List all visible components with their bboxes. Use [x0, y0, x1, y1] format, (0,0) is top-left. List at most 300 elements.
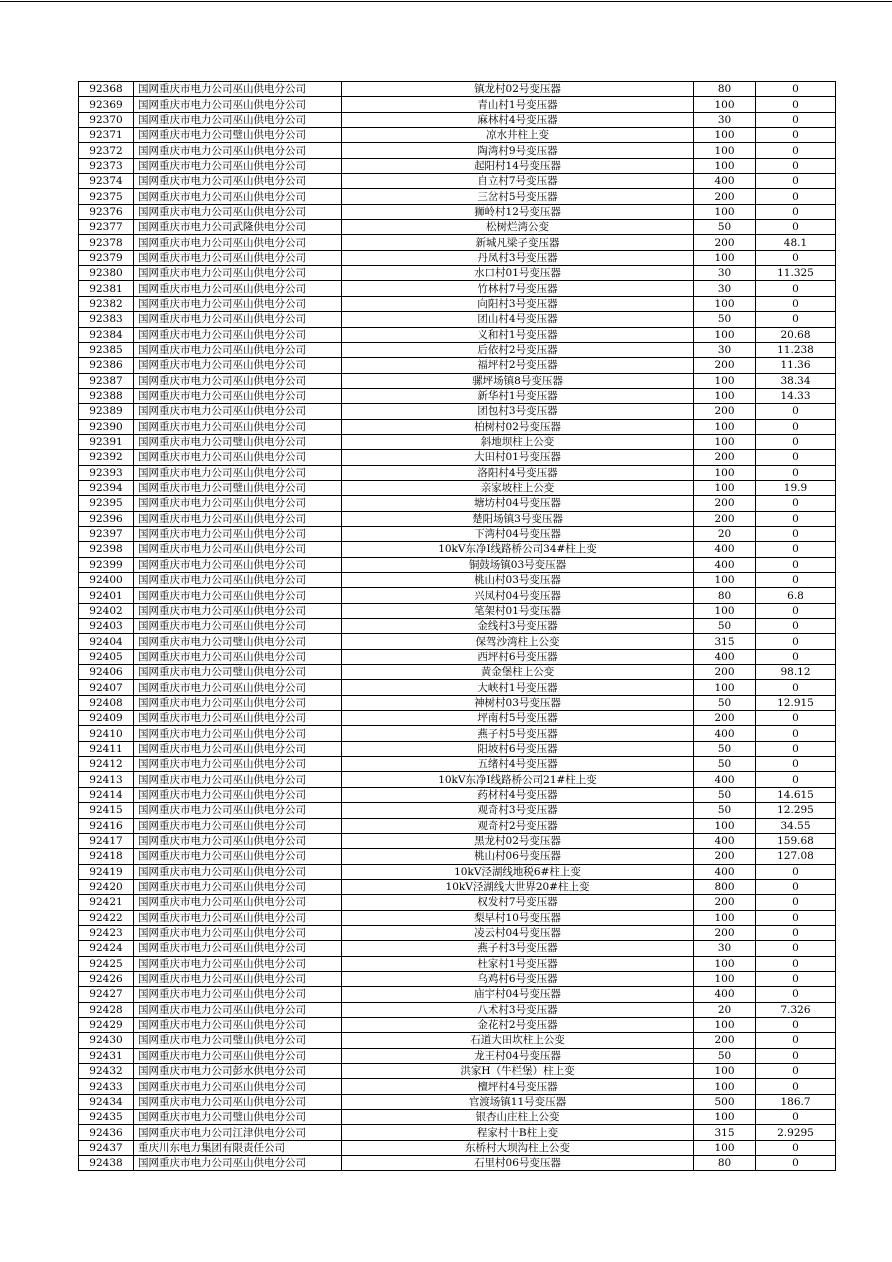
value-cell: 0: [756, 158, 836, 173]
row-id-cell: 92404: [79, 634, 134, 649]
capacity-cell: 315: [694, 634, 756, 649]
company-cell: 国网重庆市电力公司巫山供电分公司: [134, 388, 342, 403]
row-id-cell: 92415: [79, 803, 134, 818]
transformer-name-cell: 陶湾村9号变压器: [342, 143, 694, 158]
table-row: [79, 879, 836, 894]
transformer-name-cell: 后依村2号变压器: [342, 342, 694, 357]
company-cell: 国网重庆市电力公司巫山供电分公司: [134, 741, 342, 756]
row-id-cell: 92425: [79, 956, 134, 971]
value-cell: 0: [756, 250, 836, 265]
transformer-name-cell: 新华村1号变压器: [342, 388, 694, 403]
table-row: [79, 726, 836, 741]
company-cell: 国网重庆市电力公司巫山供电分公司: [134, 97, 342, 112]
company-cell: 国网重庆市电力公司巫山供电分公司: [134, 803, 342, 818]
table-row: [79, 895, 836, 910]
table-row: [79, 573, 836, 588]
company-cell: 国网重庆市电力公司巫山供电分公司: [134, 833, 342, 848]
row-id-cell: 92408: [79, 695, 134, 710]
capacity-cell: 20: [694, 526, 756, 541]
table-row: [79, 97, 836, 112]
transformer-name-cell: 保驾沙湾柱上公变: [342, 634, 694, 649]
value-cell: 0: [756, 1048, 836, 1063]
company-cell: 国网重庆市电力公司巫山供电分公司: [134, 174, 342, 189]
capacity-cell: 100: [694, 1140, 756, 1155]
row-id-cell: 92376: [79, 204, 134, 219]
value-cell: 0: [756, 864, 836, 879]
company-cell: 国网重庆市电力公司巫山供电分公司: [134, 757, 342, 772]
company-cell: 国网重庆市电力公司巫山供电分公司: [134, 649, 342, 664]
row-id-cell: 92414: [79, 787, 134, 802]
transformer-name-cell: 燕子村3号变压器: [342, 941, 694, 956]
value-cell: 0: [756, 419, 836, 434]
value-cell: 0: [756, 404, 836, 419]
value-cell: 0: [756, 465, 836, 480]
value-cell: 0: [756, 542, 836, 557]
row-id-cell: 92375: [79, 189, 134, 204]
transformer-name-cell: 竹林村7号变压器: [342, 281, 694, 296]
capacity-cell: 100: [694, 971, 756, 986]
value-cell: 0: [756, 1156, 836, 1171]
company-cell: 国网重庆市电力公司巫山供电分公司: [134, 143, 342, 158]
company-cell: 国网重庆市电力公司璧山供电分公司: [134, 480, 342, 495]
table-row: [79, 711, 836, 726]
company-cell: 重庆川东电力集团有限责任公司: [134, 1140, 342, 1155]
value-cell: 0: [756, 557, 836, 572]
company-cell: 国网重庆市电力公司巫山供电分公司: [134, 450, 342, 465]
table-row: [79, 772, 836, 787]
row-id-cell: 92379: [79, 250, 134, 265]
capacity-cell: 50: [694, 803, 756, 818]
table-row: [79, 404, 836, 419]
value-cell: 0: [756, 941, 836, 956]
transformer-name-cell: 兴凤村04号变压器: [342, 588, 694, 603]
company-cell: 国网重庆市电力公司巫山供电分公司: [134, 1156, 342, 1171]
capacity-cell: 200: [694, 665, 756, 680]
capacity-cell: 100: [694, 373, 756, 388]
row-id-cell: 92399: [79, 557, 134, 572]
row-id-cell: 92383: [79, 312, 134, 327]
transformer-name-cell: 神树村03号变压器: [342, 695, 694, 710]
value-cell: 0: [756, 711, 836, 726]
transformer-name-cell: 自立村7号变压器: [342, 174, 694, 189]
transformer-name-cell: 梨早村10号变压器: [342, 910, 694, 925]
row-id-cell: 92412: [79, 757, 134, 772]
row-id-cell: 92384: [79, 327, 134, 342]
transformer-name-cell: 观奇村2号变压器: [342, 818, 694, 833]
table-row: [79, 557, 836, 572]
transformer-name-cell: 东桥村大坝沟柱上公变: [342, 1140, 694, 1155]
transformer-name-cell: 三岔村5号变压器: [342, 189, 694, 204]
table-row: [79, 220, 836, 235]
value-cell: 0: [756, 757, 836, 772]
company-cell: 国网重庆市电力公司巫山供电分公司: [134, 895, 342, 910]
row-id-cell: 92390: [79, 419, 134, 434]
table-row: [79, 1140, 836, 1155]
row-id-cell: 92402: [79, 603, 134, 618]
value-cell: 0: [756, 128, 836, 143]
company-cell: 国网重庆市电力公司巫山供电分公司: [134, 956, 342, 971]
row-id-cell: 92437: [79, 1140, 134, 1155]
company-cell: 国网重庆市电力公司巫山供电分公司: [134, 1079, 342, 1094]
transformer-name-cell: 10kV泾湖线地税6#柱上变: [342, 864, 694, 879]
company-cell: 国网重庆市电力公司璧山供电分公司: [134, 1033, 342, 1048]
transformer-name-cell: 下湾村04号变压器: [342, 526, 694, 541]
table-row: [79, 1033, 836, 1048]
table-row: [79, 158, 836, 173]
value-cell: 12.295: [756, 803, 836, 818]
transformer-name-cell: 龙王村04号变压器: [342, 1048, 694, 1063]
value-cell: 11.238: [756, 342, 836, 357]
value-cell: 0: [756, 649, 836, 664]
value-cell: 0: [756, 680, 836, 695]
capacity-cell: 100: [694, 1064, 756, 1079]
company-cell: 国网重庆市电力公司巫山供电分公司: [134, 772, 342, 787]
table-row: [79, 450, 836, 465]
capacity-cell: 100: [694, 480, 756, 495]
transformer-name-cell: 狮岭村12号变压器: [342, 204, 694, 219]
company-cell: 国网重庆市电力公司江津供电分公司: [134, 1125, 342, 1140]
table-row: [79, 849, 836, 864]
company-cell: 国网重庆市电力公司巫山供电分公司: [134, 82, 342, 97]
capacity-cell: 200: [694, 450, 756, 465]
value-cell: 0: [756, 925, 836, 940]
transformer-name-cell: 大峡村1号变压器: [342, 680, 694, 695]
row-id-cell: 92374: [79, 174, 134, 189]
transformer-name-cell: 团包村3号变压器: [342, 404, 694, 419]
capacity-cell: 100: [694, 910, 756, 925]
row-id-cell: 92423: [79, 925, 134, 940]
company-cell: 国网重庆市电力公司璧山供电分公司: [134, 128, 342, 143]
table-row: [79, 695, 836, 710]
company-cell: 国网重庆市电力公司巫山供电分公司: [134, 971, 342, 986]
table-row: [79, 128, 836, 143]
table-row: [79, 818, 836, 833]
capacity-cell: 200: [694, 358, 756, 373]
value-cell: 0: [756, 634, 836, 649]
capacity-cell: 400: [694, 833, 756, 848]
company-cell: 国网重庆市电力公司巫山供电分公司: [134, 235, 342, 250]
transformer-name-cell: 药材村4号变压器: [342, 787, 694, 802]
value-cell: 0: [756, 956, 836, 971]
row-id-cell: 92400: [79, 573, 134, 588]
transformer-name-cell: 观奇村3号变压器: [342, 803, 694, 818]
company-cell: 国网重庆市电力公司巫山供电分公司: [134, 680, 342, 695]
table-row: [79, 680, 836, 695]
company-cell: 国网重庆市电力公司巫山供电分公司: [134, 327, 342, 342]
capacity-cell: 400: [694, 987, 756, 1002]
capacity-cell: 30: [694, 112, 756, 127]
table-row: [79, 542, 836, 557]
transformer-name-cell: 银杏山庄柱上公变: [342, 1110, 694, 1125]
row-id-cell: 92422: [79, 910, 134, 925]
capacity-cell: 100: [694, 956, 756, 971]
capacity-cell: 100: [694, 603, 756, 618]
value-cell: 0: [756, 1033, 836, 1048]
row-id-cell: 92406: [79, 665, 134, 680]
row-id-cell: 92381: [79, 281, 134, 296]
table-row: [79, 434, 836, 449]
capacity-cell: 315: [694, 1125, 756, 1140]
value-cell: 0: [756, 434, 836, 449]
value-cell: 0: [756, 987, 836, 1002]
capacity-cell: 400: [694, 174, 756, 189]
row-id-cell: 92431: [79, 1048, 134, 1063]
table-body: [79, 82, 836, 1171]
row-id-cell: 92401: [79, 588, 134, 603]
table-row: [79, 189, 836, 204]
row-id-cell: 92372: [79, 143, 134, 158]
transformer-name-cell: 黄金堡柱上公变: [342, 665, 694, 680]
capacity-cell: 100: [694, 419, 756, 434]
company-cell: 国网重庆市电力公司巫山供电分公司: [134, 1002, 342, 1017]
row-id-cell: 92428: [79, 1002, 134, 1017]
table-row: [79, 204, 836, 219]
transformer-name-cell: 石里村06号变压器: [342, 1156, 694, 1171]
value-cell: 0: [756, 895, 836, 910]
table-row: [79, 649, 836, 664]
value-cell: 6.8: [756, 588, 836, 603]
row-id-cell: 92370: [79, 112, 134, 127]
transformer-name-cell: 笔架村01号变压器: [342, 603, 694, 618]
table-row: [79, 619, 836, 634]
value-cell: 19.9: [756, 480, 836, 495]
table-row: [79, 327, 836, 342]
row-id-cell: 92409: [79, 711, 134, 726]
value-cell: 0: [756, 312, 836, 327]
table-row: [79, 864, 836, 879]
table-row: [79, 1094, 836, 1109]
transformer-name-cell: 坪南村5号变压器: [342, 711, 694, 726]
table-row: [79, 603, 836, 618]
company-cell: 国网重庆市电力公司巫山供电分公司: [134, 557, 342, 572]
row-id-cell: 92391: [79, 434, 134, 449]
company-cell: 国网重庆市电力公司巫山供电分公司: [134, 189, 342, 204]
company-cell: 国网重庆市电力公司武隆供电分公司: [134, 220, 342, 235]
transformer-name-cell: 镇龙村02号变压器: [342, 82, 694, 97]
value-cell: 38.34: [756, 373, 836, 388]
capacity-cell: 100: [694, 434, 756, 449]
row-id-cell: 92387: [79, 373, 134, 388]
value-cell: 12.915: [756, 695, 836, 710]
transformer-name-cell: 庙宇村04号变压器: [342, 987, 694, 1002]
value-cell: 98.12: [756, 665, 836, 680]
company-cell: 国网重庆市电力公司巫山供电分公司: [134, 526, 342, 541]
transformer-name-cell: 洪家H（牛栏堡）柱上变: [342, 1064, 694, 1079]
row-id-cell: 92388: [79, 388, 134, 403]
company-cell: 国网重庆市电力公司巫山供电分公司: [134, 711, 342, 726]
table-row: [79, 266, 836, 281]
row-id-cell: 92393: [79, 465, 134, 480]
capacity-cell: 400: [694, 772, 756, 787]
company-cell: 国网重庆市电力公司巫山供电分公司: [134, 849, 342, 864]
capacity-cell: 100: [694, 204, 756, 219]
company-cell: 国网重庆市电力公司巫山供电分公司: [134, 573, 342, 588]
capacity-cell: 50: [694, 757, 756, 772]
transformer-name-cell: 杜家村1号变压器: [342, 956, 694, 971]
transformer-name-cell: 八术村3号变压器: [342, 1002, 694, 1017]
transformer-name-cell: 官渡场镇11号变压器: [342, 1094, 694, 1109]
value-cell: 127.08: [756, 849, 836, 864]
row-id-cell: 92386: [79, 358, 134, 373]
transformer-name-cell: 义和村1号变压器: [342, 327, 694, 342]
transformer-name-cell: 乌鸡村6号变压器: [342, 971, 694, 986]
company-cell: 国网重庆市电力公司巫山供电分公司: [134, 1048, 342, 1063]
company-cell: 国网重庆市电力公司巫山供电分公司: [134, 312, 342, 327]
company-cell: 国网重庆市电力公司巫山供电分公司: [134, 787, 342, 802]
capacity-cell: 100: [694, 296, 756, 311]
company-cell: 国网重庆市电力公司璧山供电分公司: [134, 434, 342, 449]
transformer-name-cell: 起阳村14号变压器: [342, 158, 694, 173]
value-cell: 2.9295: [756, 1125, 836, 1140]
capacity-cell: 100: [694, 465, 756, 480]
transformer-name-cell: 丹凤村3号变压器: [342, 250, 694, 265]
row-id-cell: 92410: [79, 726, 134, 741]
transformer-name-cell: 金花村2号变压器: [342, 1017, 694, 1032]
capacity-cell: 200: [694, 895, 756, 910]
row-id-cell: 92413: [79, 772, 134, 787]
table-row: [79, 956, 836, 971]
table-row: [79, 1002, 836, 1017]
value-cell: 0: [756, 573, 836, 588]
capacity-cell: 200: [694, 496, 756, 511]
capacity-cell: 400: [694, 542, 756, 557]
value-cell: 0: [756, 204, 836, 219]
value-cell: 0: [756, 1017, 836, 1032]
capacity-cell: 50: [694, 741, 756, 756]
value-cell: 0: [756, 879, 836, 894]
table-row: [79, 925, 836, 940]
transformer-name-cell: 亲家坡柱上公变: [342, 480, 694, 495]
transformer-name-cell: 楚阳场镇3号变压器: [342, 511, 694, 526]
value-cell: 7.326: [756, 1002, 836, 1017]
company-cell: 国网重庆市电力公司巫山供电分公司: [134, 542, 342, 557]
row-id-cell: 92420: [79, 879, 134, 894]
capacity-cell: 200: [694, 189, 756, 204]
value-cell: 11.36: [756, 358, 836, 373]
value-cell: 34.55: [756, 818, 836, 833]
capacity-cell: 100: [694, 128, 756, 143]
company-cell: 国网重庆市电力公司巫山供电分公司: [134, 465, 342, 480]
value-cell: 0: [756, 741, 836, 756]
table-row: [79, 1079, 836, 1094]
table-row: [79, 971, 836, 986]
transformer-name-cell: 桃山村03号变压器: [342, 573, 694, 588]
capacity-cell: 100: [694, 1079, 756, 1094]
company-cell: 国网重庆市电力公司巫山供电分公司: [134, 419, 342, 434]
table-row: [79, 757, 836, 772]
transformer-name-cell: 福坪村2号变压器: [342, 358, 694, 373]
company-cell: 国网重庆市电力公司巫山供电分公司: [134, 603, 342, 618]
company-cell: 国网重庆市电力公司璧山供电分公司: [134, 1110, 342, 1125]
value-cell: 0: [756, 82, 836, 97]
transformer-name-cell: 阳坡村6号变压器: [342, 741, 694, 756]
row-id-cell: 92398: [79, 542, 134, 557]
row-id-cell: 92389: [79, 404, 134, 419]
table-row: [79, 281, 836, 296]
company-cell: 国网重庆市电力公司巫山供电分公司: [134, 358, 342, 373]
capacity-cell: 400: [694, 864, 756, 879]
company-cell: 国网重庆市电力公司巫山供电分公司: [134, 1017, 342, 1032]
company-cell: 国网重庆市电力公司巫山供电分公司: [134, 695, 342, 710]
value-cell: 0: [756, 511, 836, 526]
company-cell: 国网重庆市电力公司巫山供电分公司: [134, 619, 342, 634]
row-id-cell: 92416: [79, 818, 134, 833]
transformer-name-cell: 10kV东净I线路桥公司34#柱上变: [342, 542, 694, 557]
capacity-cell: 100: [694, 143, 756, 158]
value-cell: 14.615: [756, 787, 836, 802]
table-row: [79, 296, 836, 311]
capacity-cell: 100: [694, 818, 756, 833]
company-cell: 国网重庆市电力公司巫山供电分公司: [134, 864, 342, 879]
row-id-cell: 92396: [79, 511, 134, 526]
value-cell: 0: [756, 1140, 836, 1155]
row-id-cell: 92380: [79, 266, 134, 281]
table-row: [79, 174, 836, 189]
table-row: [79, 1125, 836, 1140]
transformer-name-cell: 凉水井柱上变: [342, 128, 694, 143]
row-id-cell: 92435: [79, 1110, 134, 1125]
table-row: [79, 910, 836, 925]
row-id-cell: 92411: [79, 741, 134, 756]
table-row: [79, 833, 836, 848]
row-id-cell: 92418: [79, 849, 134, 864]
table-row: [79, 526, 836, 541]
table-row: [79, 250, 836, 265]
value-cell: 0: [756, 1079, 836, 1094]
capacity-cell: 200: [694, 511, 756, 526]
table-row: [79, 496, 836, 511]
company-cell: 国网重庆市电力公司巫山供电分公司: [134, 281, 342, 296]
row-id-cell: 92426: [79, 971, 134, 986]
table-row: [79, 987, 836, 1002]
company-cell: 国网重庆市电力公司巫山供电分公司: [134, 250, 342, 265]
row-id-cell: 92434: [79, 1094, 134, 1109]
transformer-name-cell: 五绪村4号变压器: [342, 757, 694, 772]
value-cell: 0: [756, 526, 836, 541]
row-id-cell: 92395: [79, 496, 134, 511]
company-cell: 国网重庆市电力公司巫山供电分公司: [134, 296, 342, 311]
table-row: [79, 480, 836, 495]
company-cell: 国网重庆市电力公司璧山供电分公司: [134, 665, 342, 680]
row-id-cell: 92369: [79, 97, 134, 112]
row-id-cell: 92419: [79, 864, 134, 879]
row-id-cell: 92377: [79, 220, 134, 235]
table-row: [79, 358, 836, 373]
transformer-name-cell: 10kV泾湖线大世界20#柱上变: [342, 879, 694, 894]
row-id-cell: 92405: [79, 649, 134, 664]
data-table: [78, 81, 836, 1171]
table-row: [79, 941, 836, 956]
top-rule: [0, 1, 892, 2]
capacity-cell: 80: [694, 588, 756, 603]
value-cell: 0: [756, 1064, 836, 1079]
transformer-name-cell: 青山村1号变压器: [342, 97, 694, 112]
company-cell: 国网重庆市电力公司巫山供电分公司: [134, 112, 342, 127]
company-cell: 国网重庆市电力公司巫山供电分公司: [134, 158, 342, 173]
table-row: [79, 787, 836, 802]
table-row: [79, 634, 836, 649]
transformer-name-cell: 骡坪场镇8号变压器: [342, 373, 694, 388]
row-id-cell: 92385: [79, 342, 134, 357]
company-cell: 国网重庆市电力公司璧山供电分公司: [134, 634, 342, 649]
capacity-cell: 200: [694, 235, 756, 250]
table-row: [79, 511, 836, 526]
table-row: [79, 741, 836, 756]
transformer-name-cell: 西坪村6号变压器: [342, 649, 694, 664]
capacity-cell: 30: [694, 266, 756, 281]
value-cell: 0: [756, 220, 836, 235]
capacity-cell: 80: [694, 1156, 756, 1171]
